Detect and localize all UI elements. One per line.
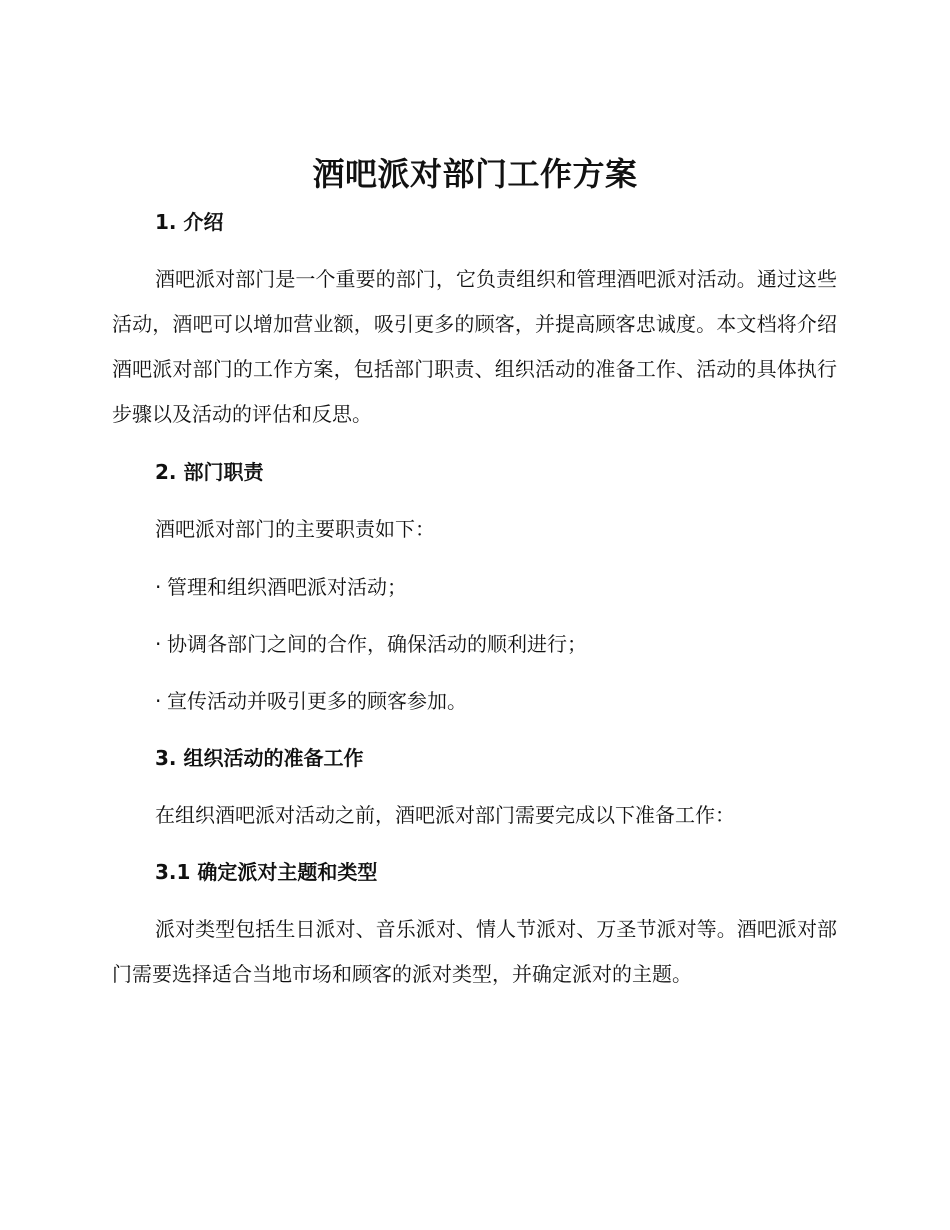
section-heading-preparation: 3. 组织活动的准备工作 [155, 746, 364, 770]
subsection-heading-theme: 3.1 确定派对主题和类型 [155, 860, 378, 884]
duties-item-text: 协调各部门之间的合作，确保活动的顺利进行； [167, 632, 587, 656]
duties-list-item [155, 630, 587, 658]
duties-item-text: 宣传活动并吸引更多的顾客参加。 [167, 689, 467, 713]
bullet-marker: · [155, 689, 162, 713]
bullet-marker: · [155, 575, 162, 599]
theme-paragraph: 派对类型包括生日派对、音乐派对、情人节派对、万圣节派对等。酒吧派对部门需要选择适合当地市场和顾客的派对类型，并确定派对的主题。 [112, 917, 837, 986]
duties-list-item [155, 687, 467, 715]
bullet-marker: · [155, 632, 162, 656]
document-title: 酒吧派对部门工作方案 [312, 155, 638, 193]
section-heading-duties: 2. 部门职责 [155, 460, 264, 484]
preparation-lead-text: 在组织酒吧派对活动之前，酒吧派对部门需要完成以下准备工作： [155, 803, 735, 827]
duties-list-item [155, 573, 407, 601]
duties-lead-text: 酒吧派对部门的主要职责如下： [155, 517, 435, 541]
duties-item-text: 管理和组织酒吧派对活动； [167, 575, 407, 599]
section-heading-intro: 1. 介绍 [155, 210, 224, 234]
intro-paragraph: 酒吧派对部门是一个重要的部门，它负责组织和管理酒吧派对活动。通过这些活动，酒吧可以增加营业额，吸引更多的顾客，并提高顾客忠诚度。本文档将介绍酒吧派对部门的工作方案，包括部门职责、组织活动的准备工作、活动的具体执行步骤以及活动的评估和反思。 [112, 267, 837, 426]
